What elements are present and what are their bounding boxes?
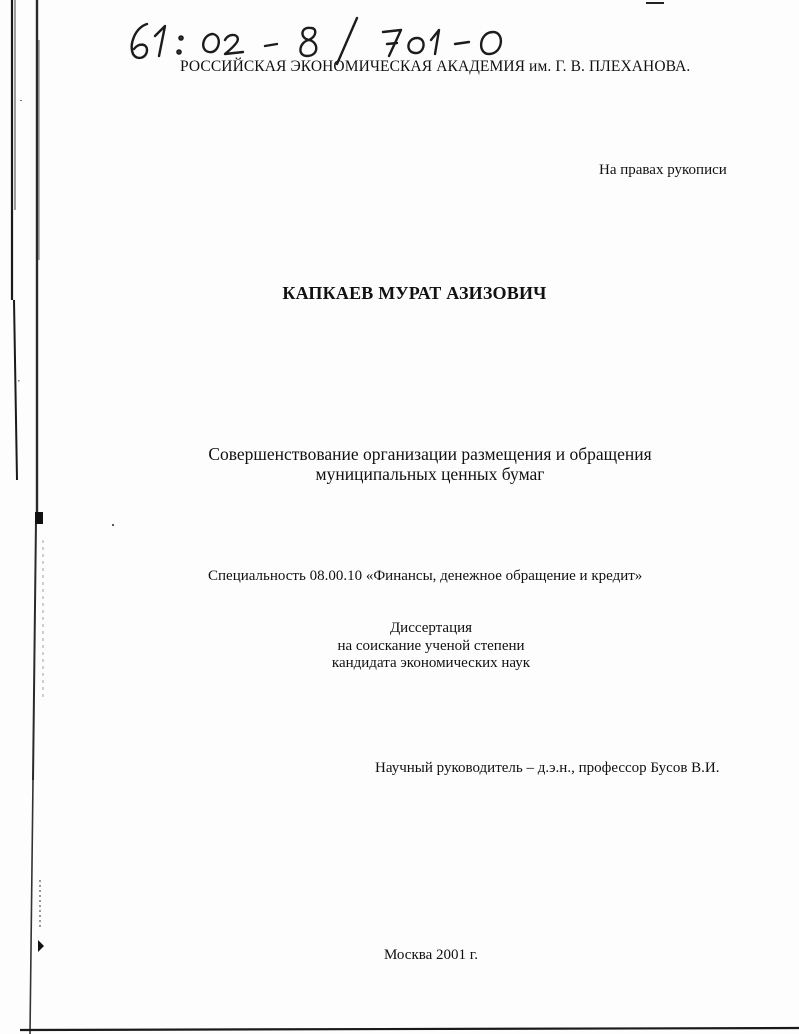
degree-line: кандидата экономических наук	[331, 655, 531, 671]
dissertation-title	[0, 444, 799, 484]
academy-name: РОССИЙСКАЯ ЭКОНОМИЧЕСКАЯ АКАДЕМИЯ им. Г. В. ПЛЕХАНОВА.	[180, 58, 691, 75]
scan-bottom-edge	[20, 1024, 799, 1034]
degree-line: на соискание ученой степени	[337, 637, 525, 654]
scan-speck	[112, 524, 114, 526]
scan-binding-edge	[0, 0, 60, 1034]
scientific-supervisor: Научный руководитель – д.э.н., профессор Бусов В.И.	[375, 760, 720, 776]
scan-speck	[646, 2, 664, 4]
title-line: муниципальных ценных бумаг	[315, 464, 545, 484]
manuscript-rights-note: На правах рукописи	[599, 162, 727, 178]
title-line: Совершенствование организации размещения и обращения	[208, 444, 652, 464]
degree-line: Диссертация	[389, 620, 473, 636]
dissertation-degree-block	[0, 620, 799, 673]
author-name: КАПКАЕВ МУРАТ АЗИЗОВИЧ	[282, 283, 547, 303]
specialty-line: Специальность 08.00.10 «Финансы, денежное обращение и кредит»	[208, 568, 643, 584]
city-and-year: Москва 2001 г.	[383, 947, 479, 963]
